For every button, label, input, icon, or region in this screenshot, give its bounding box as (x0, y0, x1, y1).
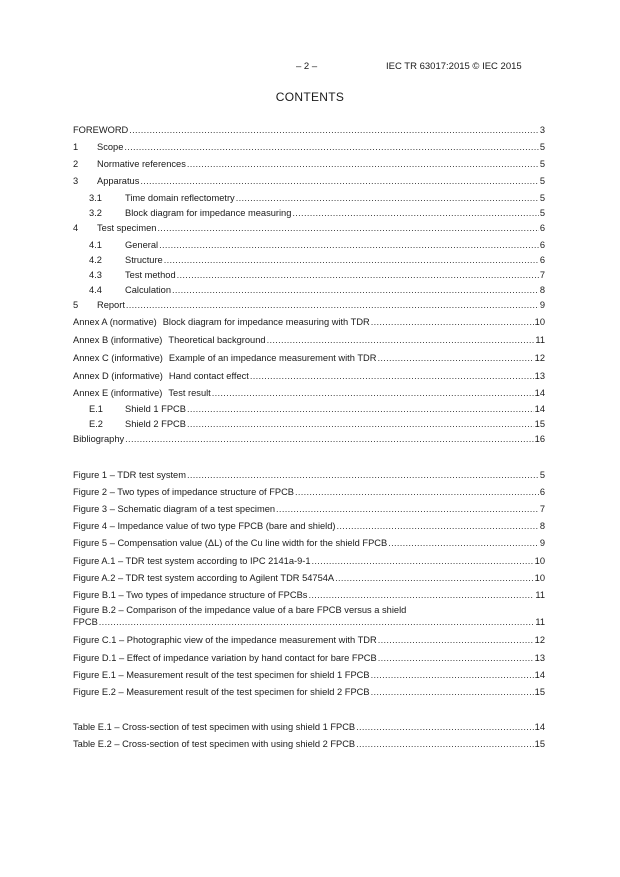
toc-entry-block-diagram[interactable] (73, 206, 545, 219)
figure-entry-page: 12 (534, 635, 545, 645)
toc-entry-text: Test method (125, 270, 176, 280)
toc-entry-text: Block diagram for impedance measuring with TDR (162, 317, 370, 327)
figure-entry-page: 7 (539, 504, 545, 514)
annex-label: Annex C (informative) (73, 353, 163, 363)
leader-dots (250, 370, 534, 382)
toc-entry-annex-d[interactable] (73, 369, 545, 382)
figure-entry-text: Figure A.1 – TDR test system according to IPC 2141a-9-1 (73, 556, 311, 566)
toc-entry-page: 6 (539, 255, 545, 265)
figure-entry-page: 6 (539, 487, 545, 497)
toc-entry-text: Scope (97, 142, 124, 152)
leader-dots (356, 738, 534, 750)
toc-entry-number: 3.1 (89, 193, 102, 203)
toc-entry-text: General (125, 240, 159, 250)
leader-dots (126, 299, 539, 311)
figure-entry-text: Figure 4 – Impedance value of two type FPCB (bare and shield) (73, 521, 336, 531)
leader-dots (356, 721, 534, 733)
toc-entry-text: Example of an impedance measurement with TDR (168, 353, 377, 363)
toc-entry-number: 4.1 (89, 240, 102, 250)
leader-dots (371, 316, 534, 328)
toc-entry-text: Time domain reflectometry (125, 193, 235, 203)
toc-entry-shield-1[interactable] (73, 402, 545, 415)
toc-entry-page: 5 (539, 208, 545, 218)
figure-entry-page: 9 (539, 538, 545, 548)
toc-entry-page: 14 (534, 404, 545, 414)
toc-entry-time-domain-reflectometry[interactable] (73, 191, 545, 204)
table-entry-e2[interactable] (73, 737, 545, 750)
toc-entry-annex-b[interactable] (73, 333, 545, 346)
toc-entry-general[interactable] (73, 238, 545, 251)
toc-entry-text: Calculation (125, 285, 171, 295)
figure-entry-text: Figure 2 – Two types of impedance structure of FPCB (73, 487, 294, 497)
toc-entry-test-specimen[interactable] (73, 221, 545, 234)
leader-dots (312, 555, 534, 567)
toc-entry-text: Shield 1 FPCB (125, 404, 186, 414)
leader-dots (378, 652, 534, 664)
leader-dots (187, 158, 539, 170)
leader-dots (187, 403, 534, 415)
toc-entry-test-method[interactable] (73, 268, 545, 281)
figure-entry-page: 11 (535, 617, 545, 627)
leader-dots (164, 254, 539, 266)
toc-entry-annex-e[interactable] (73, 386, 545, 399)
toc-entry-text: Shield 2 FPCB (125, 419, 186, 429)
toc-entry-text: Structure (125, 255, 163, 265)
figure-entry-text: Figure E.2 – Measurement result of the test specimen for shield 2 FPCB (73, 687, 370, 697)
toc-entry-text: Block diagram for impedance measuring (125, 208, 292, 218)
toc-entry-number: E.2 (89, 419, 103, 429)
table-entry-page: 15 (534, 739, 545, 749)
toc-entry-annex-a[interactable] (73, 315, 545, 328)
toc-entry-number: 3 (73, 176, 79, 186)
figure-entry-3[interactable] (73, 502, 545, 515)
figure-entry-4[interactable] (73, 519, 545, 532)
toc-entry-page: 16 (534, 434, 545, 444)
table-entry-text: Table E.2 – Cross-section of test specimen with using shield 2 FPCB (73, 739, 356, 749)
figure-entry-text: Figure A.2 – TDR test system according to Agilent TDR 54754A (73, 573, 335, 583)
page-header-number: – 2 – (296, 61, 318, 72)
leader-dots (337, 520, 539, 532)
figure-entry-page: 5 (539, 470, 545, 480)
leader-dots (172, 284, 539, 296)
toc-entry-page: 15 (534, 419, 545, 429)
toc-entry-page: 14 (534, 388, 545, 398)
toc-entry-number: 2 (73, 159, 79, 169)
toc-entry-page: 8 (539, 285, 545, 295)
figure-entry-text: Figure B.1 – Two types of impedance structure of FPCBs (73, 590, 308, 600)
toc-entry-bibliography[interactable] (73, 432, 545, 445)
leader-dots (159, 239, 539, 251)
toc-entry-number: 4.3 (89, 270, 102, 280)
leader-dots (140, 175, 538, 187)
toc-entry-page: 6 (539, 223, 545, 233)
figure-entry-5[interactable] (73, 536, 545, 549)
figure-entry-text: Figure 1 – TDR test system (73, 470, 186, 480)
leader-dots (124, 141, 538, 153)
toc-entry-text: Theoretical background (168, 335, 266, 345)
figure-entry-text: Figure D.1 – Effect of impedance variation by hand contact for bare FPCB (73, 653, 377, 663)
toc-entry-calculation[interactable] (73, 283, 545, 296)
figure-entry-page: 15 (534, 687, 545, 697)
figure-entry-b2-line1[interactable]: Figure B.2 – Comparison of the impedance value of a bare FPCB versus a shield (73, 605, 407, 615)
leader-dots (177, 269, 539, 281)
toc-entry-page: 5 (539, 142, 545, 152)
toc-entry-text: Report (97, 300, 125, 310)
toc-entry-page: 5 (539, 193, 545, 203)
toc-entry-number: 1 (73, 142, 79, 152)
leader-dots (295, 486, 539, 498)
figure-entry-page: 13 (534, 653, 545, 663)
figure-entry-page: 14 (534, 670, 545, 680)
toc-entry-page: 9 (539, 300, 545, 310)
leader-dots (371, 669, 534, 681)
figure-entry-a1[interactable] (73, 554, 545, 567)
figure-entry-page: 10 (534, 556, 545, 566)
toc-entry-text: Test result (168, 388, 211, 398)
toc-entry-number: 3.2 (89, 208, 102, 218)
figure-entry-b1[interactable] (73, 588, 545, 601)
table-entry-page: 14 (534, 722, 545, 732)
toc-entry-text: Bibliography (73, 434, 125, 444)
leader-dots (212, 387, 534, 399)
annex-label: Annex B (informative) (73, 335, 163, 345)
toc-entry-number: 5 (73, 300, 79, 310)
figure-entry-e2[interactable] (73, 685, 545, 698)
toc-entry-page: 10 (534, 317, 545, 327)
table-entry-text: Table E.1 – Cross-section of test specimen with using shield 1 FPCB (73, 722, 356, 732)
figure-entry-e1[interactable] (73, 668, 545, 681)
leader-dots (236, 192, 539, 204)
figure-entry-1[interactable] (73, 468, 545, 481)
annex-label: Annex A (normative) (73, 317, 157, 327)
toc-entry-text: Test specimen (97, 223, 157, 233)
toc-entry-number: 4.4 (89, 285, 102, 295)
figure-entry-text: Figure 3 – Schematic diagram of a test specimen (73, 504, 276, 514)
toc-entry-number: 4.2 (89, 255, 102, 265)
toc-entry-page: 12 (534, 353, 545, 363)
figure-entry-b2[interactable] (73, 615, 545, 628)
toc-entry-number: E.1 (89, 404, 103, 414)
toc-entry-text: Normative references (97, 159, 186, 169)
toc-entry-report[interactable] (73, 298, 545, 311)
leader-dots (292, 207, 538, 219)
toc-entry-shield-2[interactable] (73, 417, 545, 430)
toc-entry-page: 6 (539, 240, 545, 250)
figure-entry-page: 8 (539, 521, 545, 531)
toc-entry-foreword[interactable] (73, 123, 545, 136)
figure-entry-d1[interactable] (73, 651, 545, 664)
figure-entry-2[interactable] (73, 485, 545, 498)
figure-entry-c1[interactable] (73, 633, 545, 646)
leader-dots (125, 433, 533, 445)
figure-entry-text: Figure 5 – Compensation value (ΔL) of the Cu line width for the shield FPCB (73, 538, 388, 548)
toc-entry-annex-c[interactable] (73, 351, 545, 364)
figure-entry-text: Figure E.1 – Measurement result of the test specimen for shield 1 FPCB (73, 670, 370, 680)
toc-entry-text: FOREWORD (73, 125, 129, 135)
leader-dots (157, 222, 538, 234)
toc-entry-apparatus[interactable] (73, 174, 545, 187)
leader-dots (378, 634, 534, 646)
leader-dots (267, 334, 535, 346)
page-header-doc-id: IEC TR 63017:2015 © IEC 2015 (386, 61, 522, 72)
leader-dots (377, 352, 533, 364)
figure-entry-a2[interactable] (73, 571, 545, 584)
toc-entry-page: 3 (539, 125, 545, 135)
figure-entry-text: Figure C.1 – Photographic view of the impedance measurement with TDR (73, 635, 377, 645)
leader-dots (187, 418, 534, 430)
page-title: CONTENTS (275, 90, 345, 104)
leader-dots (187, 469, 539, 481)
leader-dots (388, 537, 539, 549)
toc-entry-scope[interactable] (73, 140, 545, 153)
figure-entry-page: 11 (535, 590, 545, 600)
toc-entry-page: 7 (539, 270, 545, 280)
leader-dots (99, 616, 535, 628)
annex-label: Annex E (informative) (73, 388, 163, 398)
leader-dots (308, 589, 534, 601)
leader-dots (129, 124, 539, 136)
toc-entry-text: Hand contact effect (168, 371, 249, 381)
toc-entry-page: 13 (534, 371, 545, 381)
leader-dots (371, 686, 534, 698)
toc-entry-text: Apparatus (97, 176, 140, 186)
leader-dots (335, 572, 534, 584)
toc-entry-normative-references[interactable] (73, 157, 545, 170)
leader-dots (276, 503, 539, 515)
figure-entry-page: 10 (534, 573, 545, 583)
toc-entry-number: 4 (73, 223, 79, 233)
toc-entry-page: 11 (535, 335, 545, 345)
toc-entry-page: 5 (539, 159, 545, 169)
toc-entry-page: 5 (539, 176, 545, 186)
toc-entry-structure[interactable] (73, 253, 545, 266)
annex-label: Annex D (informative) (73, 371, 163, 381)
figure-entry-text: FPCB (73, 617, 98, 627)
table-entry-e1[interactable] (73, 720, 545, 733)
